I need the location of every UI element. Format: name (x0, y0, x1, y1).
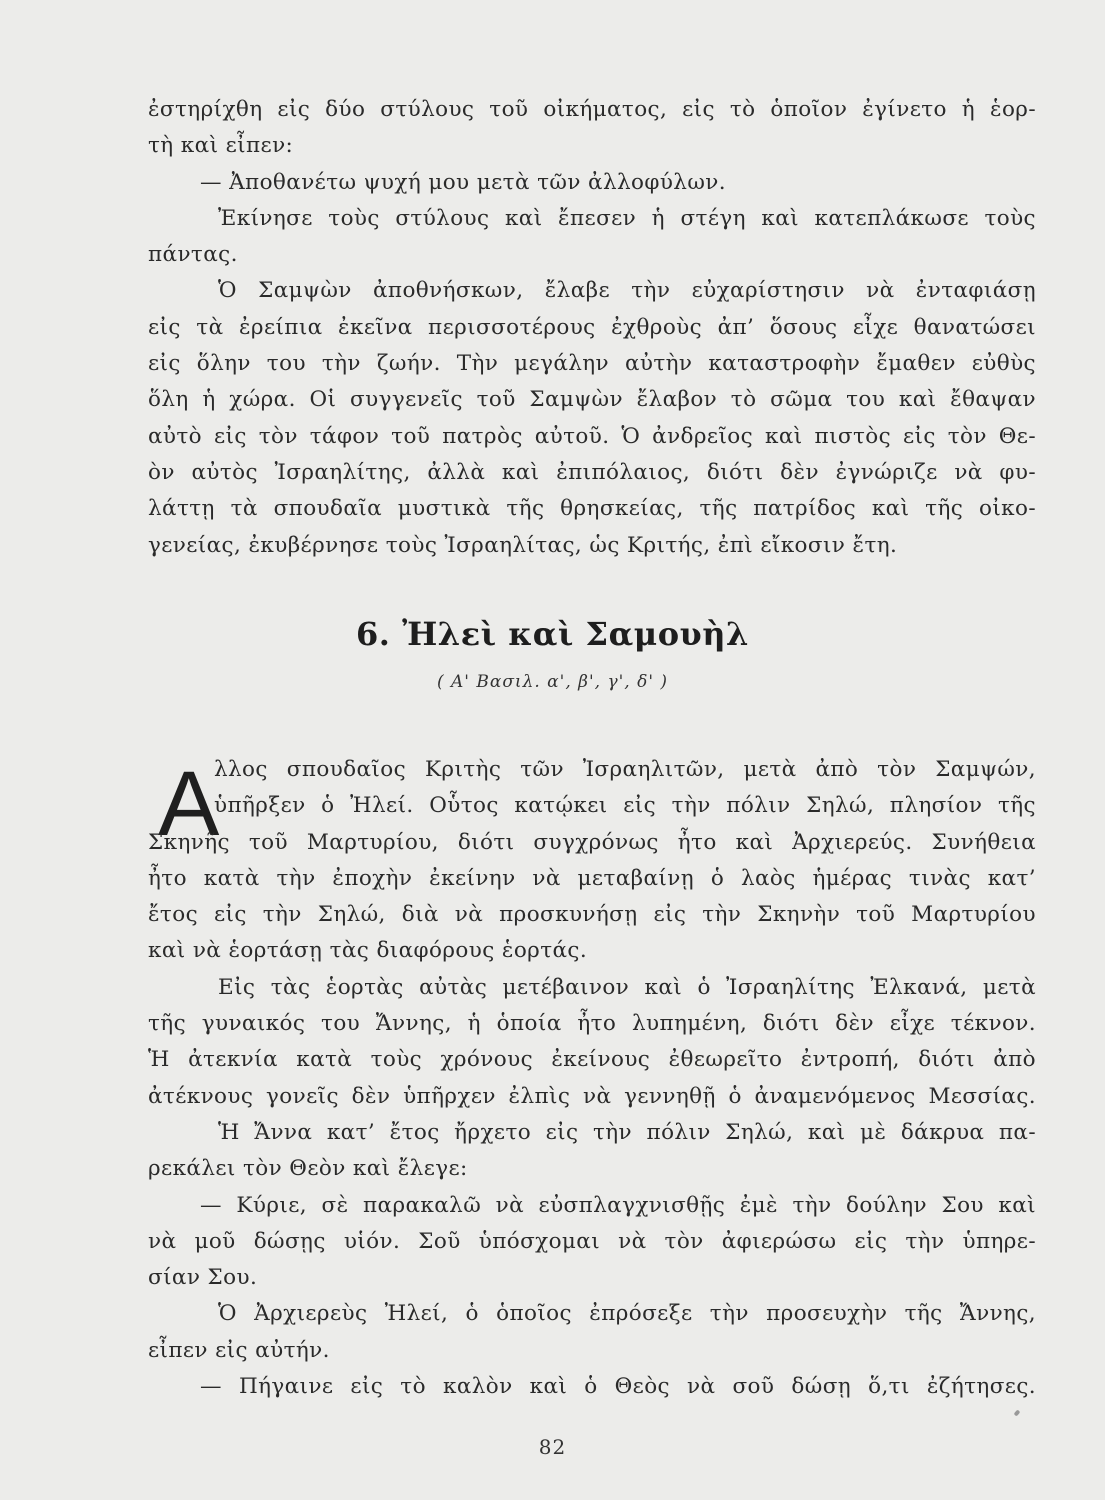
text-line: Ἐκίνησε τοὺς στύλους καὶ ἔπεσεν ἡ στέγη καὶ κατεπλάκωσε τοὺς (218, 205, 1036, 231)
text-line: ἔτος εἰς τὴν Σηλώ, διὰ νὰ προσκυνήσῃ εἰς τὴν Σκηνὴν τοῦ Μαρτυρίου (148, 902, 1036, 928)
text-line: Ἡ ἀτεκνία κατὰ τοὺς χρόνους ἐκείνους ἐθεωρεῖτο ἐντροπή, διότι ἀπὸ (148, 1047, 1036, 1073)
top-paragraph (148, 92, 1036, 564)
text-line: — Ἀποθανέτω ψυχή μου μετὰ τῶν ἀλλοφύλων. (200, 169, 726, 195)
text-line: εἰς τὰ ἐρείπια ἐκεῖνα περισσοτέρους ἐχθροὺς ἀπ’ ὅσους εἶχε θανατώσει (148, 314, 1036, 340)
text-line: εἰς ὅλην του τὴν ζωήν. Τὴν μεγάλην αὐτὴν καταστροφὴν ἔμαθεν εὐθὺς (148, 351, 1036, 377)
text-line: πάντας. (148, 242, 238, 268)
text-line: ὑπῆρξεν ὁ Ἠλεί. Οὗτος κατῴκει εἰς τὴν πόλιν Σηλώ, πλησίον τῆς (214, 793, 1036, 819)
text-line: Ὁ Ἀρχιερεὺς Ἠλεί, ὁ ὁποῖος ἐπρόσεξε τὴν προσευχὴν τῆς Ἄννης, (218, 1301, 1036, 1327)
text-line: γενείας, ἐκυβέρνησε τοὺς Ἰσραηλίτας, ὡς Κριτής, ἐπὶ εἴκοσιν ἔτη. (148, 532, 898, 558)
text-line: ρεκάλει τὸν Θεὸν καὶ ἔλεγε: (148, 1156, 468, 1182)
text-line: τὴ καὶ εἶπεν: (148, 133, 294, 159)
text-line: σίαν Σου. (148, 1265, 258, 1291)
text-line: νὰ μοῦ δώσῃς υἱόν. Σοῦ ὑπόσχομαι νὰ τὸν ἀφιερώσω εἰς τὴν ὑπηρε- (148, 1228, 1036, 1254)
text-line: ἦτο κατὰ τὴν ἐποχὴν ἐκείνην νὰ μεταβαίνῃ ὁ λαὸς ἡμέρας τινὰς κατ’ (148, 865, 1036, 891)
text-line: αὐτὸ εἰς τὸν τάφον τοῦ πατρὸς αὐτοῦ. Ὁ ἀνδρεῖος καὶ πιστὸς εἰς τὸν Θε- (148, 423, 1036, 449)
text-line: καὶ νὰ ἑορτάσῃ τὰς διαφόρους ἑορτάς. (148, 938, 588, 964)
text-line: ἐστηρίχθη εἰς δύο στύλους τοῦ οἰκήματος, εἰς τὸ ὁποῖον ἐγίνετο ἡ ἑορ- (148, 97, 1036, 122)
text-line: Ἡ Ἄννα κατ’ ἔτος ἤρχετο εἰς τὴν πόλιν Σηλώ, καὶ μὲ δάκρυα πα- (218, 1119, 1036, 1145)
text-line: Εἰς τὰς ἑορτὰς αὐτὰς μετέβαινον καὶ ὁ Ἰσραηλίτης Ἐλκανά, μετὰ (218, 974, 1036, 1000)
section-heading: 6. Ἠλεὶ καὶ Σαμουὴλ (356, 615, 749, 653)
body-text (148, 752, 1036, 1405)
text-line: τῆς γυναικός του Ἄννης, ἡ ὁποία ἦτο λυπημένη, διότι δὲν εἶχε τέκνον. (148, 1011, 1036, 1037)
text-line: Σκηνῆς τοῦ Μαρτυρίου, διότι συγχρόνως ἦτο καὶ Ἀρχιερεύς. Συνήθεια (148, 829, 1036, 855)
drop-cap: Α (158, 753, 220, 855)
print-speck (1014, 1409, 1021, 1416)
text-line: ὅλη ἡ χώρα. Οἱ συγγενεῖς τοῦ Σαμψὼν ἔλαβον τὸ σῶμα του καὶ ἔθαψαν (148, 387, 1036, 413)
text-line: — Κύριε, σὲ παρακαλῶ νὰ εὐσπλαγχνισθῇς ἐμὲ τὴν δούλην Σου καὶ (200, 1192, 1036, 1218)
text-line: Ὁ Σαμψὼν ἀποθνήσκων, ἔλαβε τὴν εὐχαρίστησιν νὰ ἐνταφιάσῃ (218, 278, 1036, 304)
text-line: εἶπεν εἰς αὐτήν. (148, 1337, 330, 1363)
text-line: ἀτέκνους γονεῖς δὲν ὑπῆρχεν ἐλπὶς νὰ γεννηθῇ ὁ ἀναμενόμενος Μεσσίας. (148, 1083, 1036, 1109)
page-number: 82 (538, 1435, 567, 1459)
scripture-reference: ( Α' Βασιλ. α', β', γ', δ' ) (436, 672, 669, 692)
text-line: λλος σπουδαῖος Κριτὴς τῶν Ἰσραηλιτῶν, μετὰ ἀπὸ τὸν Σαμψών, (214, 757, 1036, 782)
text-line: ὸν αὐτὸς Ἰσραηλίτης, ἀλλὰ καὶ ἐπιπόλαιος, διότι δὲν ἐγνώριζε νὰ φυ- (148, 459, 1036, 485)
text-line: — Πήγαινε εἰς τὸ καλὸν καὶ ὁ Θεὸς νὰ σοῦ δώσῃ ὅ,τι ἐζήτησες. (200, 1374, 1036, 1400)
text-line: λάττῃ τὰ σπουδαῖα μυστικὰ τῆς θρησκείας, τῆς πατρίδος καὶ τῆς οἰκο- (148, 496, 1036, 522)
